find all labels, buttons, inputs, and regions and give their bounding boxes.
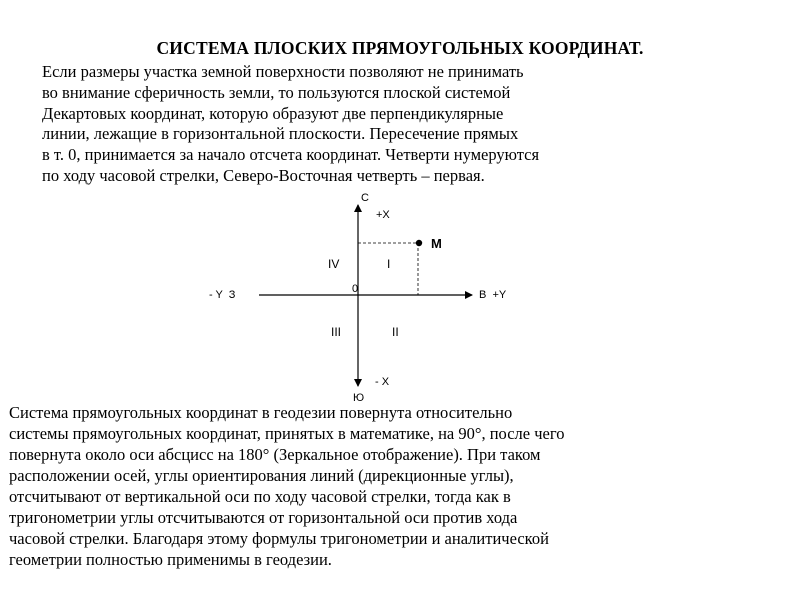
page-title: СИСТЕМА ПЛОСКИХ ПРЯМОУГОЛЬНЫХ КООРДИНАТ.	[156, 38, 644, 58]
explanation-line: системы прямоугольных координат, принятых в математике, на 90°, после чего	[9, 424, 565, 443]
intro-line: линии, лежащие в горизонтальной плоскости. Пересечение прямых	[42, 124, 519, 144]
north-label: С	[361, 192, 369, 204]
explanation-line: геометрии полностью применимы в геодезии.	[9, 550, 332, 569]
south-label: Ю	[353, 392, 365, 404]
explanation-line: отсчитывают от вертикальной оси по ходу часовой стрелки, тогда как в	[9, 487, 511, 506]
explanation-line: повернута около оси абсцисс на 180° (Зеркальное отображение). При таком	[9, 445, 541, 464]
east-label: В +Y	[479, 289, 507, 301]
intro-line: во внимание сферичность земли, то пользуются плоской системой	[42, 82, 511, 102]
point-m	[416, 240, 422, 246]
quadrant-2-label: II	[392, 325, 399, 339]
intro-line: по ходу часовой стрелки, Северо-Восточная четверть – первая.	[42, 165, 485, 185]
point-m-label: M	[431, 236, 442, 251]
intro-line: Если размеры участка земной поверхности позволяют не принимать	[42, 62, 524, 81]
explanation-line: тригонометрии углы отсчитываются от горизонтальной оси против хода	[9, 508, 518, 527]
quadrant-4-label: IV	[328, 257, 340, 271]
explanation-line: Система прямоугольных координат в геодезии повернута относительно	[9, 403, 513, 422]
explanation-paragraph	[9, 402, 799, 570]
quadrant-3-label: III	[331, 325, 342, 339]
quadrant-1-label: I	[387, 257, 391, 271]
intro-line: Декартовых координат, которую образуют две перпендикулярные	[42, 103, 504, 123]
plus-x-label: +X	[376, 209, 390, 221]
origin-label: 0	[352, 283, 359, 295]
explanation-line: расположении осей, углы ориентирования линий (дирекционные углы),	[9, 466, 514, 485]
explanation-line: часовой стрелки. Благодаря этому формулы тригонометрии и аналитической	[9, 529, 549, 548]
minus-x-label: - X	[375, 376, 390, 388]
west-label: - Y З	[209, 289, 236, 301]
intro-line: в т. 0, принимается за начало отсчета координат. Четверти нумеруются	[42, 145, 540, 165]
